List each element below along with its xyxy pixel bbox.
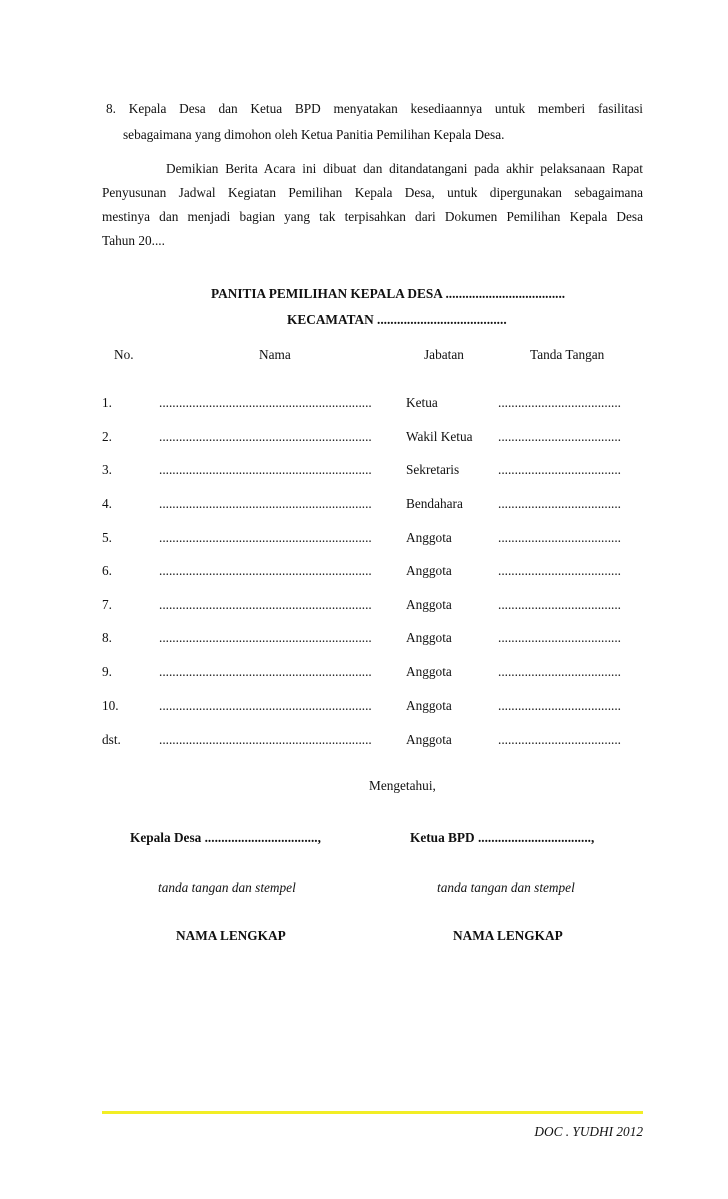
- kepala-desa-sign-note: tanda tangan dan stempel: [158, 880, 296, 895]
- row-no: 10.: [102, 698, 119, 713]
- row-no: 2.: [102, 429, 112, 444]
- header-tanda-tangan: Tanda Tangan: [530, 347, 605, 362]
- table-row: [102, 664, 643, 682]
- row-nama: ................................................................: [159, 664, 372, 679]
- row-nama: ................................................................: [159, 698, 372, 713]
- row-tanda-tangan: .....................................: [498, 630, 621, 645]
- table-row: [102, 732, 643, 750]
- row-nama: ................................................................: [159, 429, 372, 444]
- table-row: [102, 698, 643, 716]
- header-no: No.: [114, 347, 134, 362]
- row-jabatan: Anggota: [406, 597, 452, 612]
- row-jabatan: Wakil Ketua: [406, 429, 473, 444]
- row-no: 5.: [102, 530, 112, 545]
- row-no: 4.: [102, 496, 112, 511]
- row-no: 1.: [102, 395, 112, 410]
- table-row: [102, 563, 643, 581]
- closing-line3: mestinya dan menjadi bagian yang tak terpisahkan dari Dokumen Pemilihan Kepala Desa: [102, 209, 643, 224]
- item-8-line2: sebagaimana yang dimohon oleh Ketua Panitia Pemilihan Kepala Desa.: [123, 127, 505, 142]
- table-row: [102, 429, 643, 447]
- row-tanda-tangan: .....................................: [498, 597, 621, 612]
- row-tanda-tangan: .....................................: [498, 732, 621, 747]
- table-row: [102, 530, 643, 548]
- row-tanda-tangan: .....................................: [498, 530, 621, 545]
- row-tanda-tangan: .....................................: [498, 395, 621, 410]
- row-no: 8.: [102, 630, 112, 645]
- table-header: [102, 347, 643, 365]
- row-tanda-tangan: .....................................: [498, 664, 621, 679]
- row-tanda-tangan: .....................................: [498, 496, 621, 511]
- table-row: [102, 630, 643, 648]
- row-nama: ................................................................: [159, 732, 372, 747]
- closing-line1: Demikian Berita Acara ini dibuat dan ditandatangani pada akhir pelaksanaan Rapat: [166, 161, 643, 176]
- ketua-bpd-sign-note: tanda tangan dan stempel: [437, 880, 575, 895]
- ketua-bpd-name: NAMA LENGKAP: [453, 928, 563, 943]
- row-no: 6.: [102, 563, 112, 578]
- closing-line4: Tahun 20....: [102, 233, 165, 248]
- header-jabatan: Jabatan: [424, 347, 464, 362]
- committee-title: PANITIA PEMILIHAN KEPALA DESA ....................................: [211, 286, 566, 301]
- row-nama: ................................................................: [159, 630, 372, 645]
- row-nama: ................................................................: [159, 563, 372, 578]
- row-nama: ................................................................: [159, 496, 372, 511]
- row-no: dst.: [102, 732, 121, 747]
- ketua-bpd-role: Ketua BPD ..................................,: [410, 830, 595, 845]
- row-nama: ................................................................: [159, 597, 372, 612]
- kepala-desa-role: Kepala Desa ..................................,: [130, 830, 321, 845]
- row-jabatan: Anggota: [406, 630, 452, 645]
- row-jabatan: Ketua: [406, 395, 438, 410]
- row-jabatan: Bendahara: [406, 496, 463, 511]
- footer-text: DOC . YUDHI 2012: [534, 1124, 643, 1139]
- kepala-desa-name: NAMA LENGKAP: [176, 928, 286, 943]
- row-jabatan: Anggota: [406, 698, 452, 713]
- committee-kecamatan: KECAMATAN .......................................: [287, 312, 507, 327]
- table-row: [102, 597, 643, 615]
- row-jabatan: Anggota: [406, 563, 452, 578]
- item-8-line1: 8. Kepala Desa dan Ketua BPD menyatakan kesediaannya untuk memberi fasilitasi: [106, 101, 643, 116]
- table-row: [102, 496, 643, 514]
- closing-line2: Penyusunan Jadwal Kegiatan Pemilihan Kepala Desa, untuk dipergunakan sebagaimana: [102, 185, 643, 200]
- table-row: [102, 395, 643, 413]
- header-nama: Nama: [259, 347, 291, 362]
- table-row: [102, 462, 643, 480]
- row-jabatan: Anggota: [406, 664, 452, 679]
- row-jabatan: Anggota: [406, 530, 452, 545]
- row-tanda-tangan: .....................................: [498, 698, 621, 713]
- row-no: 9.: [102, 664, 112, 679]
- row-nama: ................................................................: [159, 395, 372, 410]
- row-nama: ................................................................: [159, 530, 372, 545]
- row-tanda-tangan: .....................................: [498, 563, 621, 578]
- row-nama: ................................................................: [159, 462, 372, 477]
- footer-divider: [102, 1111, 643, 1114]
- row-no: 3.: [102, 462, 112, 477]
- row-tanda-tangan: .....................................: [498, 462, 621, 477]
- row-jabatan: Sekretaris: [406, 462, 460, 477]
- row-no: 7.: [102, 597, 112, 612]
- row-jabatan: Anggota: [406, 732, 452, 747]
- row-tanda-tangan: .....................................: [498, 429, 621, 444]
- mengetahui-label: Mengetahui,: [369, 778, 436, 793]
